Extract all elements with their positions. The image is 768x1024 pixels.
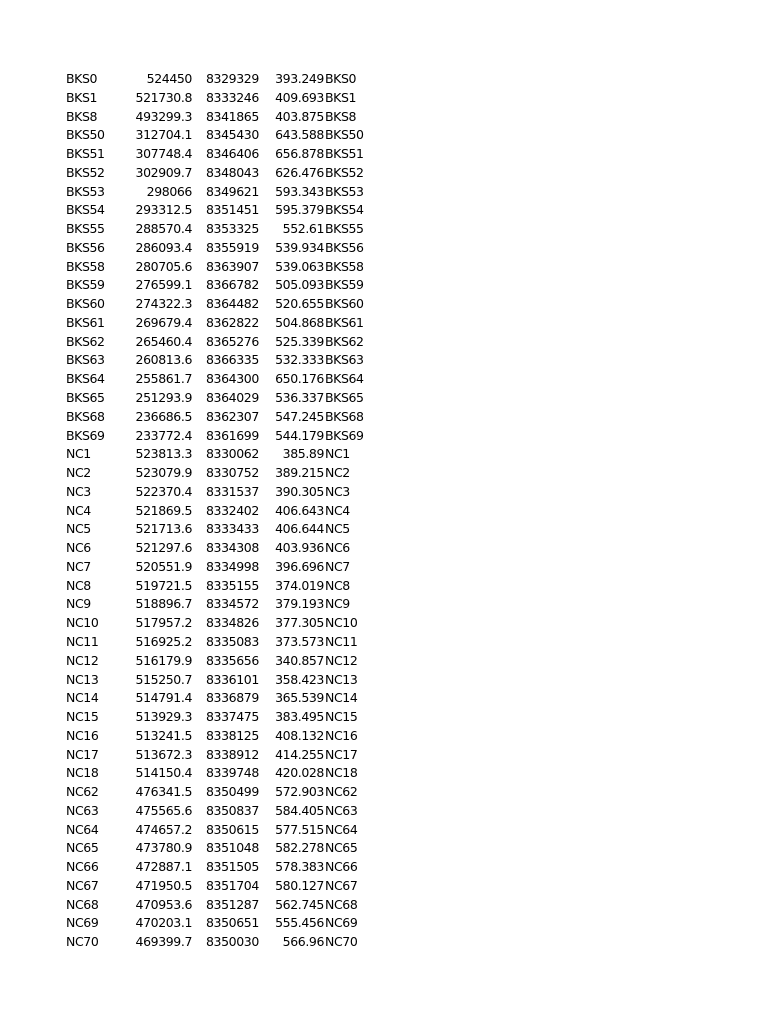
elevation-cell: 595.379 [275,202,324,218]
easting-cell: 493299.3 [135,108,192,124]
easting-cell: 514150.4 [135,765,192,781]
northing-cell: 8364029 [206,390,259,406]
point-label-cell: NC16 [325,727,358,743]
table-row [66,314,386,333]
table-row [66,502,386,521]
table-row [66,614,386,633]
table-row [66,821,386,840]
point-label-cell: NC8 [325,577,350,593]
easting-cell: 521297.6 [135,540,192,556]
elevation-cell: 393.249 [275,71,324,86]
point-id-cell: NC16 [66,727,99,743]
elevation-cell: 520.655 [275,296,324,312]
elevation-cell: 539.934 [275,239,324,255]
table-row [66,276,386,295]
easting-cell: 470953.6 [135,896,192,912]
easting-cell: 516925.2 [135,633,192,649]
northing-cell: 8329329 [206,71,259,86]
table-row [66,558,386,577]
point-id-cell: NC8 [66,577,91,593]
northing-cell: 8337475 [206,709,259,725]
data-table [66,70,386,952]
easting-cell: 233772.4 [135,427,192,443]
northing-cell: 8348043 [206,164,259,180]
easting-cell: 472887.1 [135,859,192,875]
point-id-cell: NC1 [66,446,91,462]
point-label-cell: NC7 [325,558,350,574]
point-label-cell: BKS8 [325,108,357,124]
point-id-cell: BKS61 [66,314,105,330]
point-id-cell: NC66 [66,859,99,875]
northing-cell: 8349621 [206,183,259,199]
northing-cell: 8366335 [206,352,259,368]
point-id-cell: BKS63 [66,352,105,368]
table-row [66,483,386,502]
point-id-cell: BKS8 [66,108,98,124]
easting-cell: 474657.2 [135,821,192,837]
point-label-cell: NC13 [325,671,358,687]
point-id-cell: BKS52 [66,164,105,180]
easting-cell: 274322.3 [135,296,192,312]
easting-cell: 307748.4 [135,146,192,162]
table-row [66,652,386,671]
table-row [66,746,386,765]
point-label-cell: NC18 [325,765,358,781]
elevation-cell: 403.936 [275,540,324,556]
elevation-cell: 532.333 [275,352,324,368]
point-label-cell: BKS53 [325,183,364,199]
table-row [66,783,386,802]
easting-cell: 312704.1 [135,127,192,143]
elevation-cell: 555.456 [275,915,324,931]
point-label-cell: BKS50 [325,127,364,143]
easting-cell: 302909.7 [135,164,192,180]
point-id-cell: NC67 [66,877,99,893]
table-row [66,220,386,239]
northing-cell: 8351451 [206,202,259,218]
easting-cell: 473780.9 [135,840,192,856]
point-id-cell: BKS64 [66,371,105,387]
northing-cell: 8331537 [206,483,259,499]
elevation-cell: 420.028 [275,765,324,781]
point-id-cell: NC70 [66,934,99,950]
easting-cell: 513241.5 [135,727,192,743]
easting-cell: 513672.3 [135,746,192,762]
elevation-cell: 578.383 [275,859,324,875]
point-id-cell: NC9 [66,596,91,612]
point-id-cell: BKS51 [66,146,105,162]
northing-cell: 8330752 [206,465,259,481]
table-row [66,333,386,352]
table-row [66,858,386,877]
point-label-cell: NC11 [325,633,358,649]
northing-cell: 8363907 [206,258,259,274]
point-id-cell: NC11 [66,633,99,649]
easting-cell: 522370.4 [135,483,192,499]
table-row [66,427,386,446]
point-label-cell: BKS52 [325,164,364,180]
easting-cell: 518896.7 [135,596,192,612]
table-row [66,633,386,652]
point-id-cell: BKS0 [66,71,98,86]
northing-cell: 8345430 [206,127,259,143]
elevation-cell: 414.255 [275,746,324,762]
easting-cell: 475565.6 [135,802,192,818]
easting-cell: 520551.9 [135,558,192,574]
easting-cell: 236686.5 [135,408,192,424]
table-row [66,914,386,933]
easting-cell: 519721.5 [135,577,192,593]
elevation-cell: 656.878 [275,146,324,162]
elevation-cell: 396.696 [275,558,324,574]
point-label-cell: NC66 [325,859,358,875]
northing-cell: 8334826 [206,615,259,631]
point-id-cell: BKS55 [66,221,105,237]
point-label-cell: BKS1 [325,89,357,105]
northing-cell: 8339748 [206,765,259,781]
northing-cell: 8362307 [206,408,259,424]
northing-cell: 8365276 [206,333,259,349]
point-label-cell: NC67 [325,877,358,893]
northing-cell: 8333433 [206,521,259,537]
northing-cell: 8334998 [206,558,259,574]
point-id-cell: NC18 [66,765,99,781]
point-id-cell: NC5 [66,521,91,537]
table-row [66,520,386,539]
point-label-cell: BKS68 [325,408,364,424]
point-label-cell: BKS55 [325,221,364,237]
point-label-cell: NC63 [325,802,358,818]
elevation-cell: 373.573 [275,633,324,649]
point-label-cell: NC14 [325,690,358,706]
northing-cell: 8346406 [206,146,259,162]
point-label-cell: NC9 [325,596,350,612]
elevation-cell: 643.588 [275,127,324,143]
easting-cell: 265460.4 [135,333,192,349]
northing-cell: 8334308 [206,540,259,556]
easting-cell: 521730.8 [135,89,192,105]
easting-cell: 517957.2 [135,615,192,631]
table-row [66,896,386,915]
point-id-cell: BKS53 [66,183,105,199]
point-label-cell: NC64 [325,821,358,837]
point-id-cell: NC14 [66,690,99,706]
easting-cell: 515250.7 [135,671,192,687]
point-label-cell: BKS58 [325,258,364,274]
point-id-cell: NC10 [66,615,99,631]
easting-cell: 260813.6 [135,352,192,368]
point-label-cell: NC70 [325,934,358,950]
table-row [66,689,386,708]
easting-cell: 276599.1 [135,277,192,293]
point-id-cell: NC64 [66,821,99,837]
table-row [66,183,386,202]
point-id-cell: NC69 [66,915,99,931]
table-row [66,108,386,127]
elevation-cell: 374.019 [275,577,324,593]
easting-cell: 524450 [146,71,192,86]
northing-cell: 8366782 [206,277,259,293]
elevation-cell: 650.176 [275,371,324,387]
point-label-cell: BKS69 [325,427,364,443]
northing-cell: 8351505 [206,859,259,875]
elevation-cell: 626.476 [275,164,324,180]
table-row [66,445,386,464]
point-label-cell: NC1 [325,446,350,462]
northing-cell: 8351048 [206,840,259,856]
elevation-cell: 547.245 [275,408,324,424]
northing-cell: 8364482 [206,296,259,312]
point-id-cell: NC62 [66,784,99,800]
elevation-cell: 566.96 [282,934,324,950]
northing-cell: 8351704 [206,877,259,893]
elevation-cell: 358.423 [275,671,324,687]
elevation-cell: 552.61 [282,221,324,237]
table-row [66,595,386,614]
easting-cell: 516179.9 [135,652,192,668]
table-row [66,764,386,783]
elevation-cell: 383.495 [275,709,324,725]
table-row [66,539,386,558]
point-label-cell: BKS56 [325,239,364,255]
elevation-cell: 408.132 [275,727,324,743]
point-id-cell: NC13 [66,671,99,687]
point-label-cell: NC15 [325,709,358,725]
point-label-cell: NC17 [325,746,358,762]
northing-cell: 8364300 [206,371,259,387]
point-id-cell: NC3 [66,483,91,499]
northing-cell: 8338125 [206,727,259,743]
table-row [66,201,386,220]
point-label-cell: BKS63 [325,352,364,368]
easting-cell: 469399.7 [135,934,192,950]
northing-cell: 8338912 [206,746,259,762]
point-label-cell: BKS60 [325,296,364,312]
elevation-cell: 389.215 [275,465,324,481]
elevation-cell: 582.278 [275,840,324,856]
point-label-cell: NC3 [325,483,350,499]
table-row [66,671,386,690]
easting-cell: 293312.5 [135,202,192,218]
elevation-cell: 544.179 [275,427,324,443]
point-id-cell: BKS58 [66,258,105,274]
elevation-cell: 525.339 [275,333,324,349]
northing-cell: 8362822 [206,314,259,330]
table-row [66,370,386,389]
point-label-cell: BKS65 [325,390,364,406]
elevation-cell: 403.875 [275,108,324,124]
point-id-cell: BKS54 [66,202,105,218]
northing-cell: 8355919 [206,239,259,255]
point-id-cell: BKS50 [66,127,105,143]
point-label-cell: NC5 [325,521,350,537]
easting-cell: 251293.9 [135,390,192,406]
easting-cell: 514791.4 [135,690,192,706]
northing-cell: 8351287 [206,896,259,912]
point-id-cell: NC7 [66,558,91,574]
table-row [66,164,386,183]
point-id-cell: NC68 [66,896,99,912]
elevation-cell: 406.643 [275,502,324,518]
table-row [66,877,386,896]
elevation-cell: 409.693 [275,89,324,105]
easting-cell: 280705.6 [135,258,192,274]
table-row [66,89,386,108]
point-id-cell: NC63 [66,802,99,818]
northing-cell: 8350837 [206,802,259,818]
table-row [66,464,386,483]
point-label-cell: NC62 [325,784,358,800]
elevation-cell: 377.305 [275,615,324,631]
easting-cell: 269679.4 [135,314,192,330]
elevation-cell: 536.337 [275,390,324,406]
table-row [66,708,386,727]
table-row [66,727,386,746]
elevation-cell: 504.868 [275,314,324,330]
point-label-cell: NC65 [325,840,358,856]
elevation-cell: 365.539 [275,690,324,706]
point-id-cell: BKS68 [66,408,105,424]
table-row [66,239,386,258]
easting-cell: 476341.5 [135,784,192,800]
northing-cell: 8332402 [206,502,259,518]
point-id-cell: NC4 [66,502,91,518]
easting-cell: 471950.5 [135,877,192,893]
elevation-cell: 580.127 [275,877,324,893]
point-id-cell: NC12 [66,652,99,668]
northing-cell: 8350499 [206,784,259,800]
easting-cell: 513929.3 [135,709,192,725]
northing-cell: 8341865 [206,108,259,124]
easting-cell: 523813.3 [135,446,192,462]
point-id-cell: NC17 [66,746,99,762]
point-id-cell: NC6 [66,540,91,556]
point-label-cell: NC12 [325,652,358,668]
northing-cell: 8330062 [206,446,259,462]
table-row [66,802,386,821]
point-id-cell: BKS59 [66,277,105,293]
easting-cell: 523079.9 [135,465,192,481]
northing-cell: 8353325 [206,221,259,237]
table-row [66,351,386,370]
point-label-cell: NC4 [325,502,350,518]
northing-cell: 8361699 [206,427,259,443]
northing-cell: 8336101 [206,671,259,687]
table-row [66,70,386,89]
point-id-cell: NC65 [66,840,99,856]
elevation-cell: 584.405 [275,802,324,818]
northing-cell: 8336879 [206,690,259,706]
easting-cell: 255861.7 [135,371,192,387]
elevation-cell: 505.093 [275,277,324,293]
point-id-cell: BKS62 [66,333,105,349]
elevation-cell: 406.644 [275,521,324,537]
point-label-cell: NC2 [325,465,350,481]
easting-cell: 288570.4 [135,221,192,237]
northing-cell: 8333246 [206,89,259,105]
point-id-cell: BKS60 [66,296,105,312]
northing-cell: 8350030 [206,934,259,950]
elevation-cell: 539.063 [275,258,324,274]
point-id-cell: BKS1 [66,89,98,105]
northing-cell: 8350615 [206,821,259,837]
northing-cell: 8334572 [206,596,259,612]
point-label-cell: BKS61 [325,314,364,330]
table-row [66,389,386,408]
table-row [66,577,386,596]
easting-cell: 521713.6 [135,521,192,537]
northing-cell: 8335155 [206,577,259,593]
easting-cell: 298066 [146,183,192,199]
table-row [66,258,386,277]
point-label-cell: NC10 [325,615,358,631]
elevation-cell: 340.857 [275,652,324,668]
table-row [66,145,386,164]
easting-cell: 521869.5 [135,502,192,518]
elevation-cell: 379.193 [275,596,324,612]
point-label-cell: BKS64 [325,371,364,387]
elevation-cell: 593.343 [275,183,324,199]
table-row [66,408,386,427]
table-row [66,933,386,952]
northing-cell: 8335656 [206,652,259,668]
elevation-cell: 572.903 [275,784,324,800]
elevation-cell: 390.305 [275,483,324,499]
point-label-cell: NC6 [325,540,350,556]
point-id-cell: BKS65 [66,390,105,406]
point-label-cell: NC68 [325,896,358,912]
point-id-cell: NC2 [66,465,91,481]
northing-cell: 8335083 [206,633,259,649]
point-id-cell: BKS69 [66,427,105,443]
table-row [66,126,386,145]
point-label-cell: BKS54 [325,202,364,218]
point-label-cell: BKS0 [325,71,357,86]
easting-cell: 470203.1 [135,915,192,931]
table-row [66,839,386,858]
point-id-cell: BKS56 [66,239,105,255]
table-row [66,295,386,314]
elevation-cell: 577.515 [275,821,324,837]
easting-cell: 286093.4 [135,239,192,255]
point-id-cell: NC15 [66,709,99,725]
northing-cell: 8350651 [206,915,259,931]
elevation-cell: 385.89 [282,446,324,462]
point-label-cell: BKS62 [325,333,364,349]
point-label-cell: NC69 [325,915,358,931]
elevation-cell: 562.745 [275,896,324,912]
point-label-cell: BKS59 [325,277,364,293]
point-label-cell: BKS51 [325,146,364,162]
